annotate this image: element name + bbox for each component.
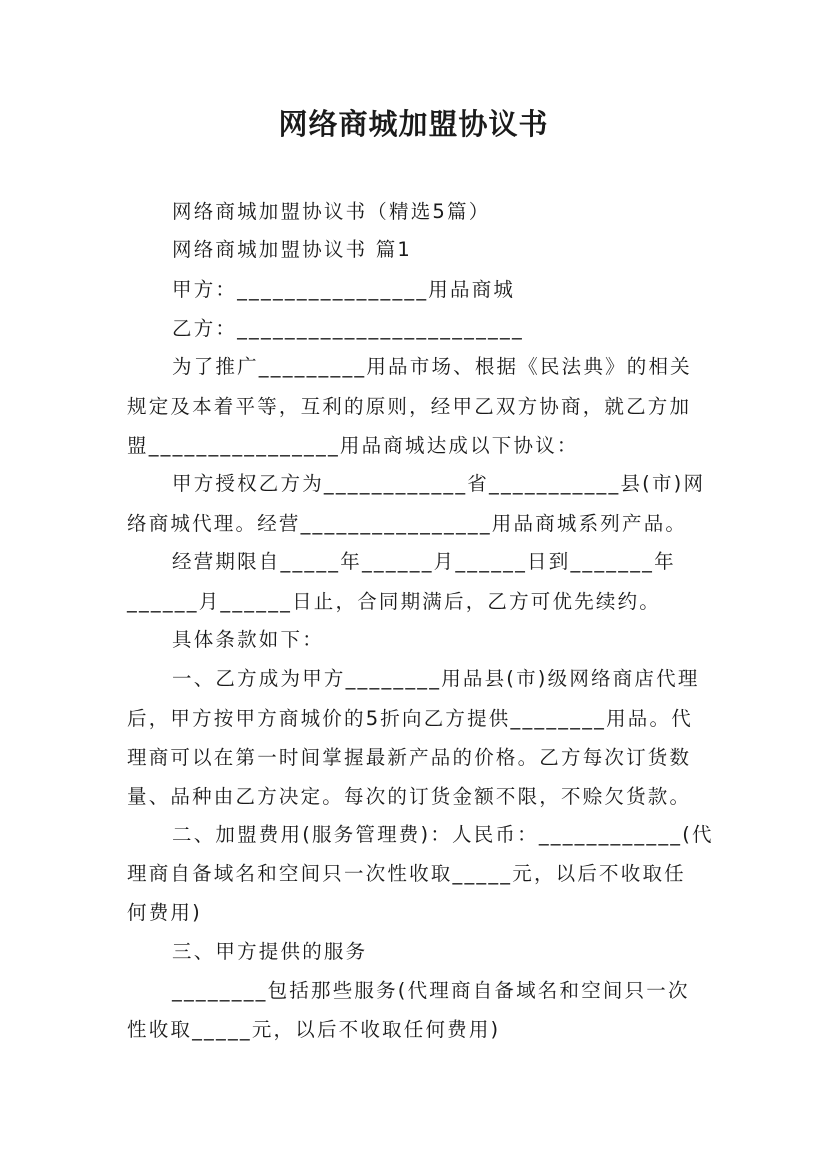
paragraph-line: 经营期限自_____年______月______日到_______年 xyxy=(172,550,676,573)
paragraph-line: 具体条款如下： xyxy=(172,628,324,651)
party-b-line: 乙方：________________________ xyxy=(172,317,524,340)
paragraph-line: 三、甲方提供的服务 xyxy=(172,940,368,963)
paragraph-line: ________包括那些服务(代理商自备域名和空间只一次 xyxy=(172,979,690,1002)
section-heading-line: 网络商城加盟协议书 篇1 xyxy=(172,238,413,261)
paragraph-line: ______月______日止，合同期满后，乙方可优先续约。 xyxy=(127,590,662,613)
subtitle-line: 网络商城加盟协议书（精选5篇） xyxy=(172,200,491,223)
paragraph-line: 为了推广_________用品市场、根据《民法典》的相关 xyxy=(172,355,692,378)
document-title: 网络商城加盟协议书 xyxy=(278,107,549,141)
paragraph-line: 量、品种由乙方决定。每次的订货金额不限，不赊欠货款。 xyxy=(127,785,692,808)
paragraph-line: 理商可以在第一时间掌握最新产品的价格。乙方每次订货数 xyxy=(127,746,692,769)
paragraph-line: 一、乙方成为甲方________用品县(市)级网络商店代理 xyxy=(172,667,700,690)
paragraph-line: 规定及本着平等，互利的原则，经甲乙双方协商，就乙方加 xyxy=(127,395,692,418)
paragraph-line: 何费用) xyxy=(127,901,202,924)
paragraph-line: 甲方授权乙方为____________省___________县(市)网 xyxy=(172,472,706,495)
paragraph-line: 二、加盟费用(服务管理费)：人民币：____________(代 xyxy=(172,823,714,846)
paragraph-line: 理商自备域名和空间只一次性收取_____元，以后不收取任 xyxy=(127,862,686,885)
paragraph-line: 性收取_____元，以后不收取任何费用) xyxy=(127,1018,501,1041)
paragraph-line: 络商城代理。经营________________用品商城系列产品。 xyxy=(127,512,688,535)
paragraph-line: 盟________________用品商城达成以下协议： xyxy=(127,434,579,457)
party-a-line: 甲方：________________用品商城 xyxy=(172,278,516,301)
paragraph-line: 后，甲方按甲方商城价的5折向乙方提供________用品。代 xyxy=(127,707,693,730)
